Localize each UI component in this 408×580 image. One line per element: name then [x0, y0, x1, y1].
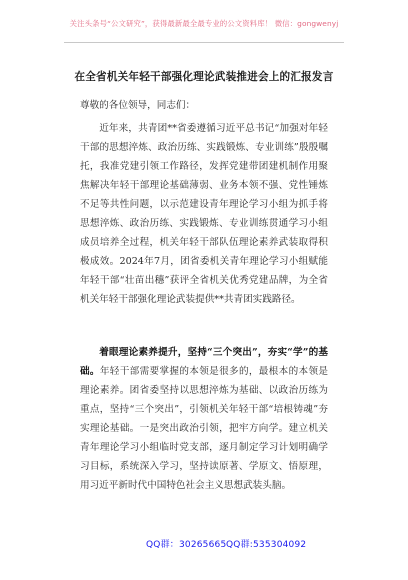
footer-qq-group: QQ群:535304092	[226, 540, 307, 550]
document-title: 在全省机关年轻干部强化理论武装推进会上的汇报发言	[74, 71, 334, 83]
paragraph-body: 年轻干部需要掌握的本领是很多的，最根本的本领是理论素养。团省委坚持以思想淬炼为基础、以政治历练为重点，坚持“三个突出”，引领机关年轻干部“培根铸魂”夯实理论基础。一是突出政治引领，把牢方向学。建立机关青年理论学习小组临时党支部，逐月制定学习计划明确学习目标，系统深入学习，坚持读原著、学原文、悟原理，用习近平新时代中国特色社会主义思想武装头脑。	[80, 366, 329, 491]
header-divider	[64, 42, 344, 43]
body-paragraph: 近年来，共青团**省委遵循习近平总书记“加强对年轻干部的思想淬炼、政治历练、实践锻炼、专业训练”殷殷嘱托，我准党建引领工作路径，发挥党建带团建机制作用聚焦解决年轻干部理论基础薄弱、业务本领不强、党性锤炼不足等共性问题，以示范建设青年理论学习小组为抓手将思想淬炼、政治历练、实践锻炼、专业训练贯通学习小组成员培养全过程，机关年轻干部队伍理论素养武装取得积极成效。2024年7月，团省委机关青年理论学习小组赋能年轻干部“壮苗出穗”获评全省机关优秀党建品牌，为全省机关年轻干部强化理论武装提供**共青团实践路径。	[80, 123, 328, 305]
section-heading: 着眼理论素养提升，坚持“三个突出”，夯实“学”的基础。	[80, 347, 328, 377]
footer-qq-group: QQ群：30265665	[146, 540, 227, 550]
body-paragraph	[80, 343, 328, 495]
header-banner: 关注头条号“公文研究”，获得最新最全最专业的公文资料库！ 微信：gongwenyj	[69, 19, 339, 28]
salutation: 尊敬的各位领导，同志们：	[80, 100, 196, 111]
